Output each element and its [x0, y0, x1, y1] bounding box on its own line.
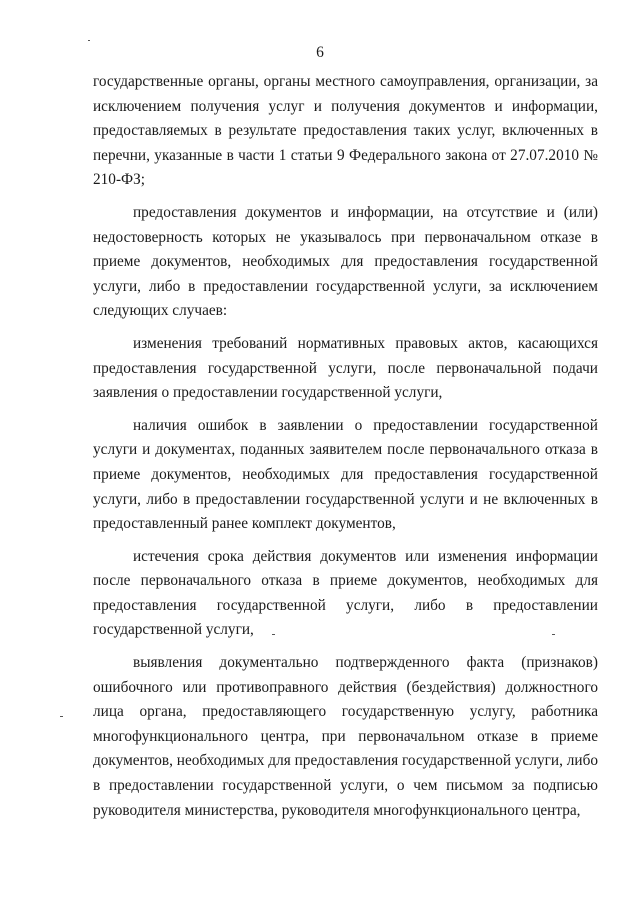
scan-speck	[272, 634, 275, 635]
paragraph-errors-in-application: наличия ошибок в заявлении о предоставлении государственной услуги и документах, поданных заявителем после первоначального отказа в приеме документов, необходимых для предоставления государственной услуги, либо в предоставлении государственной услуги и не включенных в предоставленный ранее комплект документов,	[93, 416, 598, 533]
paragraph-expiration: истечения срока действия документов или изменения информации после первоначального отказа в приеме документов, необходимых для предоставления государственной услуги, либо в предоставлении государственной услуги,	[93, 547, 598, 639]
scan-speck	[552, 634, 555, 635]
paragraph-detected-fact: выявления документально подтвержденного факта (признаков) ошибочного или противоправного действия (бездействия) должностного лица органа, предоставляющего государственную услугу, работника многофункционального центра, при первоначальном отказе в приеме документов, необходимых для предоставления государственной услуги, либо в предоставлении государственной услуги, о чем письмом за подписью руководителя министерства, руководителя многофункционального центра,	[93, 654, 598, 819]
scan-speck	[60, 716, 63, 717]
paragraph-documents-info: предоставления документов и информации, на отсутствие и (или) недостоверность которых не указывалось при первоначальном отказе в приеме документов, необходимых для предоставления государственной услуги, либо в предоставлении государственной услуги, за исключением следующих случаев:	[93, 203, 598, 320]
page-number: 6	[316, 44, 324, 61]
scan-speck	[88, 40, 90, 41]
paragraph-continuation: государственные органы, органы местного самоуправления, организации, за исключением получения услуг и получения документов и информации, предоставляемых в результате предоставления таких услуг, включенных в перечни, указанные в части 1 статьи 9 Федерального закона от 27.07.2010 № 210-ФЗ;	[93, 73, 598, 189]
paragraph-requirements-change: изменения требований нормативных правовых актов, касающихся предоставления государственной услуги, после первоначальной подачи заявления о предоставлении государственной услуги,	[93, 334, 598, 402]
body-text	[93, 70, 598, 823]
